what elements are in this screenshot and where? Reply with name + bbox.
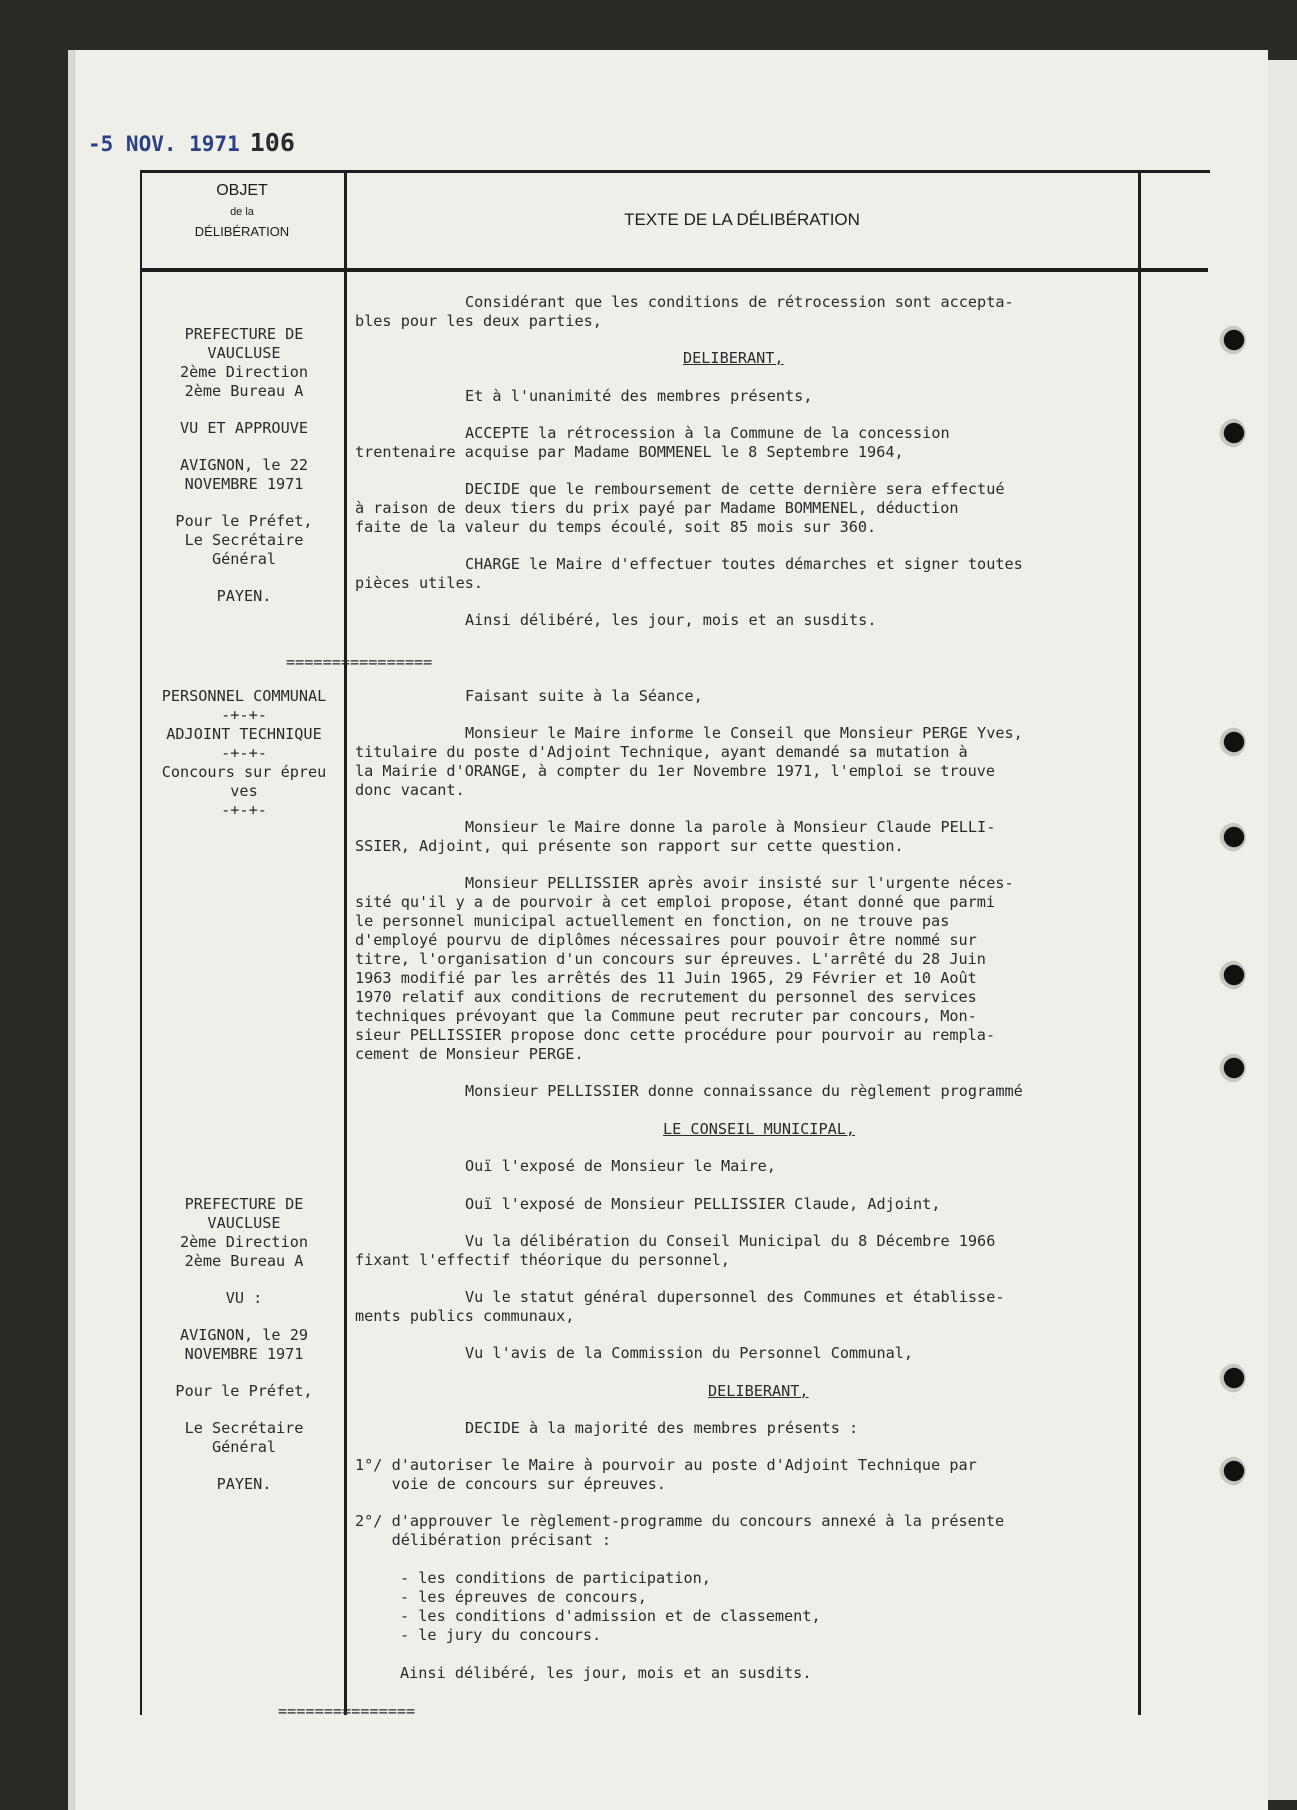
deliberant-heading: DELIBERANT, — [708, 1382, 809, 1400]
margin-line: Le Secrétaire — [184, 531, 304, 549]
text-line: Monsieur le Maire informe le Conseil que Monsieur PERGE Yves, — [465, 724, 1023, 742]
text-line: Et à l'unanimité des membres présents, — [465, 387, 813, 405]
frame-right-rule — [1138, 170, 1141, 1715]
text-line: Ouï l'exposé de Monsieur PELLISSIER Claude, Adjoint, — [465, 1195, 941, 1213]
separator-1: ================ — [286, 653, 433, 671]
margin-line: 2ème Bureau A — [184, 1252, 304, 1270]
page-number: 106 — [249, 128, 295, 157]
text-line: donc vacant. — [355, 781, 465, 799]
text-line: faite de la valeur du temps écoulé, soit 85 mois sur 360. — [355, 518, 877, 536]
margin-line: Général — [211, 550, 276, 568]
frame-left-rule — [140, 170, 142, 1715]
binder-hole — [1216, 1053, 1246, 1083]
margin-line: PERSONNEL COMMUNAL — [161, 687, 327, 705]
margin-block-3 — [144, 1195, 344, 1494]
margin-block-1 — [144, 325, 344, 606]
margin-line: Le Secrétaire — [184, 1419, 304, 1437]
margin-line: NOVEMBRE 1971 — [184, 475, 304, 493]
text-line: sieur PELLISSIER propose donc cette procédure pour pourvoir au rempla- — [355, 1026, 996, 1044]
binder-hole — [1216, 1363, 1246, 1393]
text-line: trentenaire acquise par Madame BOMMENEL le 8 Septembre 1964, — [355, 443, 904, 461]
margin-line: AVIGNON, le 22 — [179, 456, 308, 474]
margin-line: PREFECTURE DE — [184, 1195, 304, 1213]
text-line: Monsieur le Maire donne la parole à Monsieur Claude PELLI- — [465, 818, 996, 836]
text-line: sité qu'il y a de pourvoir à cet emploi propose, étant donné que parmi — [355, 893, 996, 911]
text-line: Considérant que les conditions de rétrocession sont accepta- — [465, 293, 1014, 311]
text-line: 2°/ d'approuver le règlement-programme du concours annexé à la présente — [355, 1512, 1005, 1530]
text-line: à raison de deux tiers du prix payé par Madame BOMMENEL, déduction — [355, 499, 959, 517]
text-line: le personnel municipal actuellement en fonction, on ne trouve pas — [355, 912, 950, 930]
text-line: ments publics communaux, — [355, 1307, 575, 1325]
conseil-heading: LE CONSEIL MUNICIPAL, — [663, 1120, 856, 1138]
header-texte: TEXTE DE LA DÉLIBÉRATION — [624, 210, 860, 229]
binder-hole — [1216, 727, 1246, 757]
deliberant-heading: DELIBERANT, — [683, 349, 784, 367]
text-line: Vu le statut général dupersonnel des Communes et établisse- — [465, 1288, 1005, 1306]
date-stamp — [88, 128, 295, 157]
text-line: titre, l'organisation d'un concours sur épreuves. L'arrêté du 28 Juin — [355, 950, 986, 968]
list-item: - le jury du concours. — [400, 1626, 602, 1644]
frame-top-rule — [140, 170, 1210, 173]
list-item: - les épreuves de concours, — [400, 1588, 647, 1606]
stamp-date: -5 NOV. 1971 — [88, 132, 240, 156]
margin-line: VAUCLUSE — [207, 1214, 281, 1232]
text-line: CHARGE le Maire d'effectuer toutes démarches et signer toutes — [465, 555, 1023, 573]
margin-line: Général — [211, 1438, 276, 1456]
text-line: Ainsi délibéré, les jour, mois et an susdits. — [465, 611, 877, 629]
margin-line: ADJOINT TECHNIQUE — [166, 725, 322, 743]
text-line: 1963 modifié par les arrêtés des 11 Juin 1965, 29 Février et 10 Août — [355, 969, 977, 987]
margin-line: -+-+- — [221, 706, 267, 724]
margin-line: VU : — [225, 1289, 263, 1307]
header-objet-line2: de la — [230, 206, 254, 218]
adjacent-page-edge — [1268, 60, 1297, 1800]
margin-block-2 — [144, 687, 344, 820]
text-line: Ainsi délibéré, les jour, mois et an susdits. — [400, 1664, 812, 1682]
text-line: voie de concours sur épreuves. — [355, 1475, 666, 1493]
header-rule — [140, 268, 1208, 272]
text-line: 1°/ d'autoriser le Maire à pourvoir au poste d'Adjoint Technique par — [355, 1456, 977, 1474]
margin-line: -+-+- — [221, 744, 267, 762]
text-line: DECIDE que le remboursement de cette dernière sera effectué — [465, 480, 1005, 498]
binder-hole — [1216, 822, 1246, 852]
margin-line: NOVEMBRE 1971 — [184, 1345, 304, 1363]
margin-line: VAUCLUSE — [207, 344, 281, 362]
text-line: pièces utiles. — [355, 574, 484, 592]
list-item: - les conditions d'admission et de classement, — [400, 1607, 821, 1625]
margin-line: PAYEN. — [216, 587, 272, 605]
text-line: 1970 relatif aux conditions de recrutement du personnel des services — [355, 988, 977, 1006]
list-item: - les conditions de participation, — [400, 1569, 711, 1587]
margin-line: Pour le Préfet, — [175, 512, 313, 530]
text-line: délibération précisant : — [355, 1531, 612, 1549]
text-line: Vu l'avis de la Commission du Personnel Communal, — [465, 1344, 914, 1362]
binder-hole — [1216, 960, 1246, 990]
text-line: techniques prévoyant que la Commune peut recruter par concours, Mon- — [355, 1007, 977, 1025]
margin-line: VU ET APPROUVE — [179, 419, 308, 437]
text-line: fixant l'effectif théorique du personnel, — [355, 1251, 730, 1269]
margin-line: 2ème Direction — [179, 1233, 308, 1251]
frame-column-divider — [344, 170, 347, 1715]
text-line: Monsieur PELLISSIER donne connaissance du règlement programmé — [465, 1082, 1023, 1100]
binder-hole — [1216, 1456, 1246, 1486]
binder-hole — [1216, 325, 1246, 355]
text-line: Vu la délibération du Conseil Municipal du 8 Décembre 1966 — [465, 1232, 996, 1250]
margin-line: 2ème Bureau A — [184, 382, 304, 400]
separator-2: =============== — [278, 1702, 416, 1720]
margin-line: AVIGNON, le 29 — [179, 1326, 308, 1344]
text-line: la Mairie d'ORANGE, à compter du 1er Novembre 1971, l'emploi se trouve — [355, 762, 996, 780]
header-objet — [142, 182, 342, 239]
text-line: cement de Monsieur PERGE. — [355, 1045, 584, 1063]
header-objet-line1: OBJET — [216, 182, 268, 199]
text-line: Monsieur PELLISSIER après avoir insisté sur l'urgente néces- — [465, 874, 1014, 892]
margin-line: Concours sur épreu — [161, 763, 327, 781]
text-line: SSIER, Adjoint, qui présente son rapport sur cette question. — [355, 837, 904, 855]
page-edge — [68, 50, 75, 1810]
margin-line: 2ème Direction — [179, 363, 308, 381]
margin-line: ves — [230, 782, 258, 800]
text-line: bles pour les deux parties, — [355, 312, 602, 330]
text-line: Faisant suite à la Séance, — [465, 687, 703, 705]
margin-line: PAYEN. — [216, 1475, 272, 1493]
margin-line: PREFECTURE DE — [184, 325, 304, 343]
document-page — [68, 50, 1268, 1810]
binder-hole — [1216, 418, 1246, 448]
margin-line: -+-+- — [221, 801, 267, 819]
text-line: ACCEPTE la rétrocession à la Commune de la concession — [465, 424, 950, 442]
text-line: Ouï l'exposé de Monsieur le Maire, — [465, 1157, 776, 1175]
text-line: DECIDE à la majorité des membres présents : — [465, 1419, 859, 1437]
text-line: titulaire du poste d'Adjoint Technique, ayant demandé sa mutation à — [355, 743, 968, 761]
header-objet-line3: DÉLIBÉRATION — [194, 224, 290, 239]
margin-line: Pour le Préfet, — [175, 1382, 313, 1400]
text-line: d'employé pourvu de diplômes nécessaires pour pouvoir être nommé sur — [355, 931, 977, 949]
